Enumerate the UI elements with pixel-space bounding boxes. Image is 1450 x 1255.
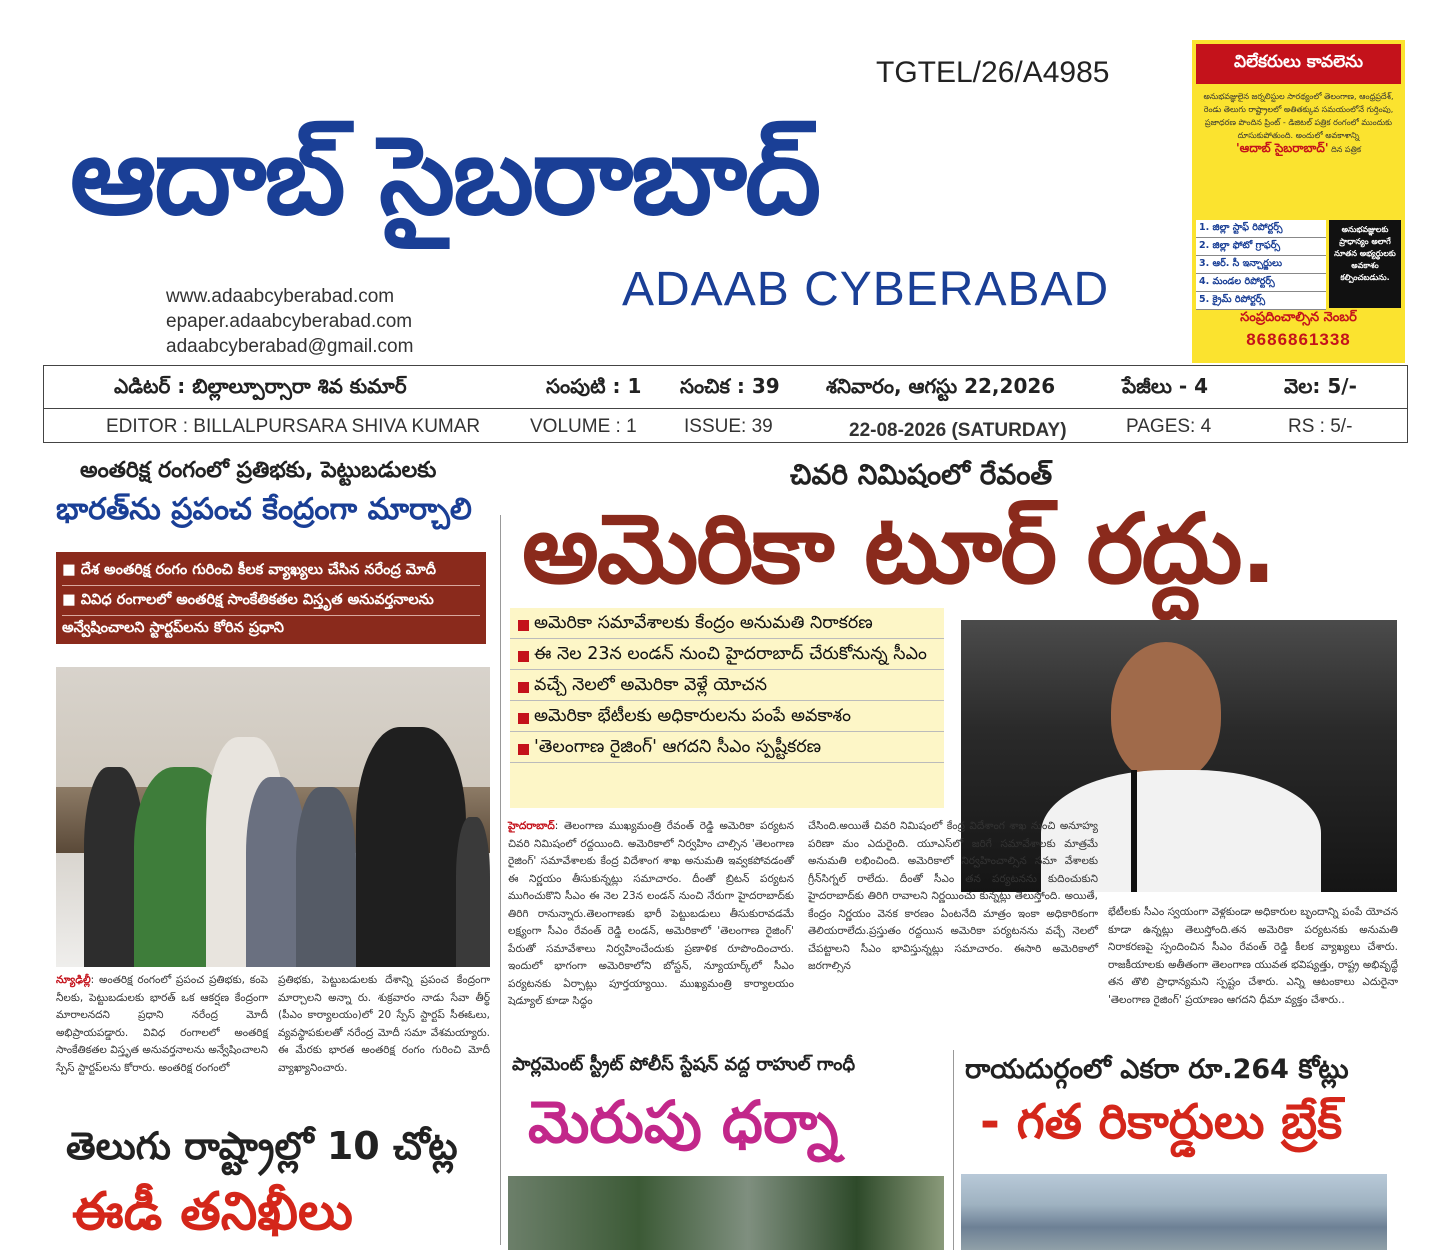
story2-body-col1 (508, 818, 794, 1011)
story1-body-col2: ప్రతిభకు, పెట్టుబడులకు దేశాన్ని ప్రపంచ కేంద్రంగా మార్చాలని అన్నా రు. శుక్రవారం నాడు సేవా తీర్థ్ (పీఎం కార్యాలయం)లో 20 స్పేస్ స్టార్టప్‌ సీఈఓలు, వ్యవస్థాపకులతో నరేంద్ర మోదీ సమా వేశమయ్యారు. ఈ మేరకు భారత అంతరిక్ష రంగం గురించి మోదీ వ్యాఖ్యానించారు. (278, 974, 490, 1074)
ad-position-item: 4. మండల రిపోర్టర్స్ (1196, 274, 1326, 292)
issue-english: ISSUE: 39 (684, 416, 773, 437)
story1-kicker: అంతరిక్ష రంగంలో ప్రతిభకు, పెట్టుబడులకు (80, 458, 437, 483)
column-divider (500, 515, 501, 1245)
ad-position-item: 3. ఆర్. సీ ఇన్చార్జులు (1196, 256, 1326, 274)
issue-info-bar (43, 365, 1408, 443)
rayadurgam-skyline-photo (961, 1174, 1387, 1250)
email-link[interactable]: adaabcyberabad@gmail.com (166, 336, 414, 357)
story2-highlight-item: అమెరికా సమావేశాలకు కేంద్రం అనుమతి నిరాకరణ (510, 608, 944, 639)
rahul-gandhi-protest-photo (508, 1176, 944, 1250)
volume-telugu: సంపుటి : 1 (546, 374, 642, 398)
ad-contact-number[interactable]: 8686861338 (1246, 330, 1351, 349)
story5-kicker: తెలుగు రాష్ట్రాల్లో 10 చోట్ల (66, 1124, 458, 1168)
story2-body-col3: భేటీలకు సీఎం స్వయంగా వెళ్లకుండా అధికారుల బృందాన్ని పంపే యోచన కూడా ఉన్నట్లు తెలుస్తోంది.తన అమెరికా పర్యటనకు అనుమతి నిరాకరణపై స్పందించిన సీఎం రేవంత్ రెడ్డి కీలక వ్యాఖ్యలు చేశారు. రాజకీయాలకు అతీతంగా తెలంగాణ యువత భవిష్యత్తు, రాష్ట్ర అభివృద్ధే తన తొలి ప్రాధాన్యమని స్పష్టం చేశారు. ఎన్ని ఆటంకాలు ఎదురైనా 'తెలంగాణ రైజింగ్' ప్రయాణం ఆగదని ధీమా వ్యక్తం చేశారు.. (1108, 906, 1398, 1006)
date-english: 22-08-2026 (SATURDAY) (849, 420, 1067, 441)
story1-body-col1 (56, 972, 268, 1077)
editor-english: EDITOR : BILLALPURSARA SHIVA KUMAR (106, 416, 481, 437)
story1-highlight-item: అన్వేషించాలని స్టార్టప్‌లను కోరిన ప్రధాని (62, 620, 284, 636)
ad-side-note: అనుభవజ్ఞులకు ప్రాధాన్యం అలాగే నూతన అభ్యర్థులకు అవకాశం కల్పించబడును. (1329, 220, 1401, 308)
story5-headline[interactable]: ఈడీ తనిఖీలు (72, 1182, 353, 1242)
price-english: RS : 5/- (1288, 416, 1353, 437)
ad-body (1192, 84, 1405, 162)
story1-body-text: : అంతరిక్ష రంగంలో ప్రపంచ ప్రతిభకు, కంపె నీలకు, పెట్టుబడులకు భారత్ ఒక ఆకర్షణ కేంద్రంగా మారాలనదని ప్రధాని నరేంద్ర మోదీ అభిప్రాయపడ్డారు. వివిధ రంగాలలో అంతరిక్ష సాంకేతికతల విస్తృత అనువర్తనాలను అన్వేషించాలని స్పేస్ స్టార్టప్‌లను కోరారు. అంతరిక్ష రంగంలో (56, 974, 268, 1074)
ad-brand: 'ఆదాబ్ సైబరాబాద్' (1235, 141, 1329, 155)
story1-highlight-item: ■ వివిధ రంగాలలో అంతరిక్ష సాంకేతికతల విస్తృత అనువర్తనాలను (62, 586, 480, 616)
website-link[interactable]: www.adaabcyberabad.com (166, 286, 395, 307)
ad-heading: విలేకరులు కావలెను (1196, 44, 1401, 84)
story2-body-col2: చేసింది.అయితే చివరి నిమిషంలో కేంద్ర విదేశాంగ శాఖ నుంచి అనూహ్య పరిణా మం ఎదురైంది. యూఎస్‌లో జరిగే సమావేశాలకు మాత్రమే అనుమతి లభించింది. అమెరికాలో నిర్వహించాల్సిన సమా వేశాలకు గ్రీన్‌సిగ్నల్ రాలేదు. దీంతో సీఎం తన పర్యటనను కుదించుకుని హైదరాబాద్‌కు తిరిగి రావాలని నిర్ణయించు కున్నట్లు తెలుస్తోంది. అయితే, కేంద్రం నిర్ణయం వెనక కారణం ఏంటనేది మాత్రం ఇంకా అధికారికంగా తెలియరాలేదు.ప్రస్తుతం రద్దయిన అమెరికా పర్యటనను వచ్చే నెలలో చేపట్టాలని సీఎం భావిస్తున్నట్లు సమాచారం. ఈసారి అమెరికాలో జరగాల్సిన (808, 820, 1098, 972)
story2-location: హైదరాబాద్ (508, 820, 555, 832)
story2-highlight-item: 'తెలంగాణ రైజింగ్' ఆగదని సీఎం స్పష్టీకరణ (510, 732, 944, 763)
masthead-title-telugu: ఆదాబ్ సైబరాబాద్ (70, 114, 820, 239)
price-telugu: వెల: 5/- (1284, 374, 1357, 398)
story4-headline[interactable]: - గత రికార్డులు బ్రేక్ (980, 1094, 1343, 1150)
story4-kicker: రాయదుర్గంలో ఎకరా రూ.264 కోట్లు (965, 1054, 1349, 1085)
info-row-telugu (44, 366, 1407, 409)
masthead-title-english: ADAAB CYBERABAD (622, 263, 1110, 316)
story3-kicker: పార్లమెంట్ స్ట్రీట్ పోలీస్ స్టేషన్ వద్ద రాహుల్ గాంధీ (512, 1054, 856, 1075)
epaper-link[interactable]: epaper.adaabcyberabad.com (166, 311, 413, 332)
photo-subject-face (1111, 642, 1221, 782)
column-divider (953, 1050, 954, 1250)
ad-brand-suffix: దిన పత్రిక (1331, 145, 1362, 154)
ad-position-item: 2. జిల్లా ఫోటో గ్రాఫర్స్ (1196, 238, 1326, 256)
story2-highlight-item: వచ్చే నెలలో అమెరికా వెళ్లే యోచన (510, 670, 944, 701)
editor-telugu: ఎడిటర్ : బిల్లాల్పూర్సారా శివ కుమార్ (114, 374, 407, 398)
ad-position-item: 5. క్రైమ్ రిపోర్టర్స్ (1196, 292, 1326, 310)
story1-highlight-item: ■ దేశ అంతరిక్ష రంగం గురించి కీలక వ్యాఖ్యలు చేసిన నరేంద్ర మోదీ (62, 556, 480, 586)
date-telugu: శనివారం, ఆగస్టు 22,2026 (826, 374, 1056, 398)
ad-positions-list (1196, 220, 1326, 310)
story1-location: న్యూఢిల్లీ (56, 974, 91, 986)
story2-highlights (510, 608, 944, 808)
story2-kicker: చివరి నిమిషంలో రేవంత్ (790, 458, 1053, 491)
registration-number: TGTEL/26/A4985 (876, 56, 1110, 89)
contact-block (166, 284, 413, 359)
ad-contact-label: సంప్రదించాల్సిన నెంబర్ (1240, 310, 1357, 325)
pages-telugu: పేజీలు - 4 (1122, 374, 1209, 398)
story1-highlights (56, 552, 486, 644)
issue-telugu: సంచిక : 39 (680, 374, 780, 398)
story1-headline[interactable]: భారత్‌ను ప్రపంచ కేంద్రంగా మార్చాలి (56, 492, 472, 527)
story2-highlight-item: అమెరికా భేటీలకు అధికారులను పంపే అవకాశం (510, 701, 944, 732)
story3-headline[interactable]: మెరుపు ధర్నా (528, 1088, 839, 1156)
recruitment-ad (1192, 40, 1405, 363)
volume-english: VOLUME : 1 (530, 416, 637, 437)
story2-body-text: : తెలంగాణ ముఖ్యమంత్రి రేవంత్ రెడ్డి అమెరికా పర్యటన చివరి నిమిషంలో రద్దయింది. అమెరికాలో నిర్వహిం చాల్సిన 'తెలంగాణ రైజింగ్' సమావేశాలకు కేంద్ర విదేశాంగ శాఖ అనుమతి ఇవ్వకపోవడంతో ఈ నిర్ణయం తీసుకున్నట్లు సమాచారం. దీంతో బ్రిటన్ పర్యటన ముగించుకొని సీఎం ఈ నెల 23న లండన్ నుంచి నేరుగా హైదరాబాద్‌కు తిరిగి రానున్నారు.తెలంగాణకు భారీ పెట్టుబడులు తీసుకురావడమే లక్ష్యంగా సీఎం రేవంత్ రెడ్డి లండన్, అమెరికాలో 'తెలంగాణ రైజింగ్' పేరుతో సమావేశాలు నిర్వహించేందుకు ప్రణాళిక రూపొందించారు. ఇందులో భాగంగా అమెరికాలోని బోస్టన్, న్యూయార్క్‌లో సీఎం పర్యటనకు ఏర్పాట్లు పూర్తయ్యాయి. ముఖ్యమంత్రి కార్యాలయం షెడ్యూల్ కూడా సిద్ధం (508, 820, 794, 1007)
modi-meeting-photo (56, 667, 490, 967)
story2-headline[interactable]: అమెరికా టూర్ రద్దు. (522, 493, 1275, 605)
ad-body-text: అనుభవజ్ఞులైన జర్నలిస్టుల సారథ్యంలో తెలంగాణ, ఆంధ్రప్రదేశ్, రెండు తెలుగు రాష్ట్రాలలో అతితక్కువ సమయంలోనే గుర్తింపు, ప్రజాధరణ పొందిన ప్రింట్ - డిజిటల్ పత్రిక రంగంలో ముందుకు దూసుకుపోతుంది. అందులో అవకాశాన్ని (1203, 92, 1394, 140)
ad-position-item: 1. జిల్లా స్టాఫ్ రిపోర్టర్స్ (1196, 220, 1326, 238)
photo-microphone (1131, 770, 1137, 892)
pages-english: PAGES: 4 (1126, 416, 1212, 437)
story2-highlight-item: ఈ నెల 23న లండన్ నుంచి హైదరాబాద్ చేరుకోనున్న సీఎం (510, 639, 944, 670)
